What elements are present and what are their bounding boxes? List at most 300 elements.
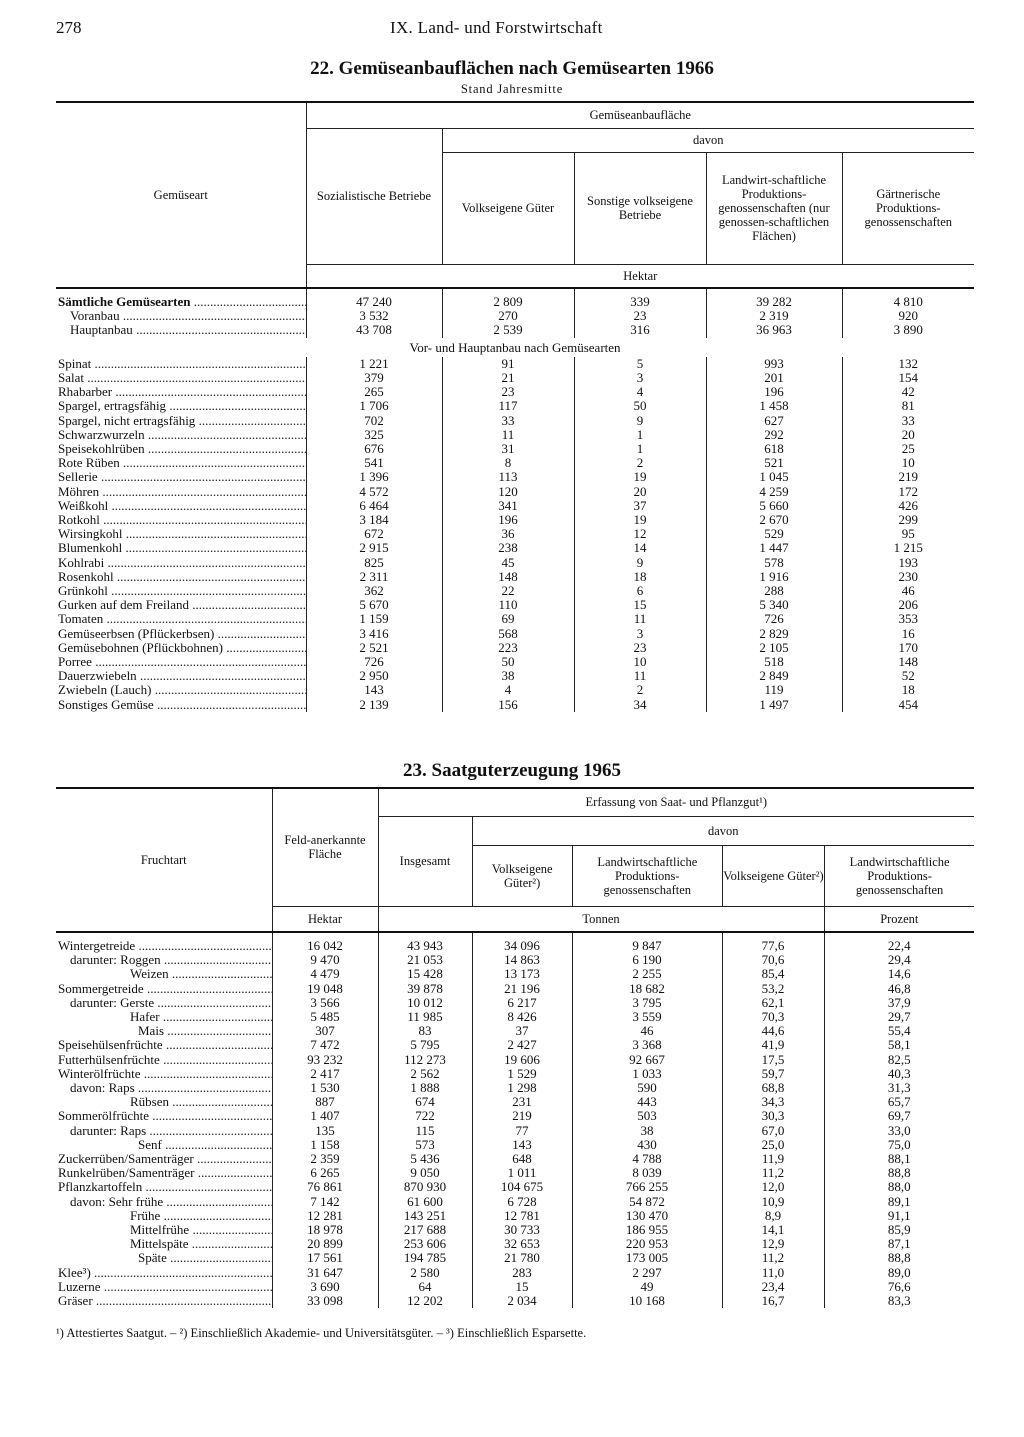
row-value: 2 417	[272, 1067, 378, 1081]
leader-dots	[101, 1280, 272, 1294]
row-value: 31	[442, 442, 574, 456]
row-label-text: Grünkohl	[58, 584, 108, 599]
row-value: 1 045	[706, 470, 842, 484]
row-label	[56, 295, 306, 309]
row-value: 5 660	[706, 499, 842, 513]
table-row	[56, 1280, 974, 1294]
row-value: 49	[572, 1280, 722, 1294]
row-value: 5 795	[378, 1038, 472, 1052]
row-value: 88,0	[824, 1180, 974, 1194]
leader-dots	[189, 1223, 272, 1237]
row-value: 2	[574, 683, 706, 697]
row-value: 65,7	[824, 1095, 974, 1109]
row-value: 11	[574, 669, 706, 683]
row-value: 230	[842, 570, 974, 584]
row-value: 17,5	[722, 1053, 824, 1067]
unit-hektar-23: Hektar	[272, 906, 378, 932]
row-label-text: darunter: Roggen	[70, 953, 161, 968]
row-value: 40,3	[824, 1067, 974, 1081]
table-row	[56, 1152, 974, 1166]
leader-dots	[194, 1152, 272, 1166]
row-label-text: Hauptanbau	[70, 323, 133, 338]
row-label	[56, 1251, 272, 1265]
row-value: 426	[842, 499, 974, 513]
row-value: 15 428	[378, 967, 472, 981]
row-label	[56, 357, 306, 371]
leader-dots	[133, 323, 306, 337]
row-value: 766 255	[572, 1180, 722, 1194]
row-value: 726	[306, 655, 442, 669]
row-value: 231	[472, 1095, 572, 1109]
row-value: 70,3	[722, 1010, 824, 1024]
leader-dots	[195, 414, 306, 428]
leader-dots	[169, 1095, 272, 1109]
row-value: 19 606	[472, 1053, 572, 1067]
leader-dots	[166, 399, 306, 413]
row-label	[56, 1223, 272, 1237]
row-label-text: Senf	[138, 1137, 162, 1152]
row-value: 19	[574, 513, 706, 527]
row-label	[56, 683, 306, 697]
row-value: 33 098	[272, 1294, 378, 1308]
row-value: 1	[574, 428, 706, 442]
row-label	[56, 953, 272, 967]
leader-dots	[93, 1294, 272, 1308]
row-value: 3 184	[306, 513, 442, 527]
row-value: 270	[442, 309, 574, 323]
summary-row	[56, 309, 974, 323]
row-value: 21 053	[378, 953, 472, 967]
row-value: 50	[442, 655, 574, 669]
table-row	[56, 996, 974, 1010]
row-value: 29,4	[824, 953, 974, 967]
row-label	[56, 414, 306, 428]
row-value: 341	[442, 499, 574, 513]
row-value: 32 653	[472, 1237, 572, 1251]
row-value: 676	[306, 442, 442, 456]
row-value: 15	[472, 1280, 572, 1294]
row-label	[56, 612, 306, 626]
row-value: 38	[442, 669, 574, 683]
row-value: 1 033	[572, 1067, 722, 1081]
row-value: 11	[442, 428, 574, 442]
row-value: 568	[442, 627, 574, 641]
row-value: 14,6	[824, 967, 974, 981]
row-label-text: Frühe	[130, 1208, 161, 1223]
row-value: 1 215	[842, 541, 974, 555]
row-label-text: Gurken auf dem Freiland	[58, 598, 190, 613]
row-value: 292	[706, 428, 842, 442]
row-label-text: Möhren	[58, 484, 100, 499]
table-row	[56, 939, 974, 953]
row-value: 33,0	[824, 1124, 974, 1138]
row-value: 379	[306, 371, 442, 385]
row-value: 14,1	[722, 1223, 824, 1237]
row-value: 3 690	[272, 1280, 378, 1294]
row-value: 2 297	[572, 1266, 722, 1280]
leader-dots	[189, 598, 306, 612]
row-value: 59,7	[722, 1067, 824, 1081]
col-volkseigene-header: Volkseigene Güter	[442, 152, 574, 264]
table-row	[56, 1237, 974, 1251]
row-value: 1 158	[272, 1138, 378, 1152]
row-value: 702	[306, 414, 442, 428]
row-label	[56, 323, 306, 337]
row-label	[56, 385, 306, 399]
row-value: 156	[442, 698, 574, 712]
row-label	[56, 939, 272, 953]
row-value: 518	[706, 655, 842, 669]
table-row	[56, 584, 974, 598]
row-value: 91,1	[824, 1209, 974, 1223]
row-label-text: Zwiebeln (Lauch)	[58, 683, 152, 698]
row-label	[56, 527, 306, 541]
row-value: 172	[842, 485, 974, 499]
row-value: 217 688	[378, 1223, 472, 1237]
row-value: 299	[842, 513, 974, 527]
row-value: 52	[842, 669, 974, 683]
row-value: 353	[842, 612, 974, 626]
row-value: 16 042	[272, 939, 378, 953]
row-value: 1 458	[706, 399, 842, 413]
row-value: 34	[574, 698, 706, 712]
row-label-text: Rote Rüben	[58, 456, 120, 471]
row-value: 25,0	[722, 1138, 824, 1152]
row-label	[56, 399, 306, 413]
row-value: 76 861	[272, 1180, 378, 1194]
row-value: 3 890	[842, 323, 974, 337]
row-label-text: Futterhülsenfrüchte	[58, 1052, 160, 1067]
row-value: 196	[706, 385, 842, 399]
row-value: 1 706	[306, 399, 442, 413]
row-label	[56, 371, 306, 385]
row-label-text: Spinat	[58, 356, 92, 371]
col-insgesamt-header: Insgesamt	[378, 816, 472, 906]
table-row	[56, 1038, 974, 1052]
row-value: 18	[574, 570, 706, 584]
row-value: 13 173	[472, 967, 572, 981]
table-row	[56, 556, 974, 570]
row-value: 37	[472, 1024, 572, 1038]
row-value: 33	[442, 414, 574, 428]
row-value: 95	[842, 527, 974, 541]
row-value: 4	[574, 385, 706, 399]
row-value: 283	[472, 1266, 572, 1280]
row-label-text: Mais	[138, 1024, 164, 1039]
table22-title: 22. Gemüseanbauflächen nach Gemüsearten 1966	[310, 58, 714, 79]
row-value: 1 447	[706, 541, 842, 555]
row-value: 11,9	[722, 1152, 824, 1166]
row-label	[56, 1038, 272, 1052]
table-row	[56, 442, 974, 456]
row-value: 521	[706, 456, 842, 470]
table-row	[56, 698, 974, 712]
row-value: 11	[574, 612, 706, 626]
row-value: 6 464	[306, 499, 442, 513]
table-row	[56, 385, 974, 399]
section-label: Vor- und Hauptanbau nach Gemüsearten	[409, 339, 621, 355]
row-value: 34,3	[722, 1095, 824, 1109]
row-value: 54 872	[572, 1195, 722, 1209]
row-value: 25	[842, 442, 974, 456]
row-value: 36	[442, 527, 574, 541]
row-label-text: Schwarzwurzeln	[58, 427, 145, 442]
row-value: 4	[442, 683, 574, 697]
row-value: 541	[306, 456, 442, 470]
row-value: 4 788	[572, 1152, 722, 1166]
row-value: 41,9	[722, 1038, 824, 1052]
col-group-header: Gemüseanbaufläche	[306, 102, 974, 128]
row-value: 12,0	[722, 1180, 824, 1194]
row-label	[56, 470, 306, 484]
row-value: 6 217	[472, 996, 572, 1010]
table-row	[56, 641, 974, 655]
leader-dots	[154, 698, 306, 712]
row-label-text: Rotkohl	[58, 513, 100, 528]
row-label-text: Spargel, ertragsfähig	[58, 399, 167, 414]
row-label	[56, 570, 306, 584]
row-value: 325	[306, 428, 442, 442]
row-value: 113	[442, 470, 574, 484]
row-label	[56, 982, 272, 996]
row-value: 68,8	[722, 1081, 824, 1095]
row-value: 87,1	[824, 1237, 974, 1251]
row-value: 30 733	[472, 1223, 572, 1237]
row-value: 2 809	[442, 295, 574, 309]
col-erfassung-header: Erfassung von Saat- und Pflanzgut¹)	[378, 788, 974, 816]
leader-dots	[103, 612, 306, 626]
row-value: 578	[706, 556, 842, 570]
row-value: 1 888	[378, 1081, 472, 1095]
table-row	[56, 683, 974, 697]
row-value: 316	[574, 323, 706, 337]
row-value: 722	[378, 1109, 472, 1123]
row-label-text: Hafer	[130, 1010, 160, 1025]
leader-dots	[189, 1237, 273, 1251]
row-label-text: Voranbau	[70, 309, 120, 324]
leader-dots	[122, 527, 306, 541]
row-value: 37	[574, 499, 706, 513]
row-label-text: Sonstiges Gemüse	[58, 697, 154, 712]
row-value: 143 251	[378, 1209, 472, 1223]
table-row	[56, 1180, 974, 1194]
row-value: 206	[842, 598, 974, 612]
col-feld-header: Feld-anerkannte Fläche	[272, 788, 378, 906]
row-value: 23	[574, 641, 706, 655]
table-row	[56, 1223, 974, 1237]
leader-dots	[120, 309, 306, 323]
leader-dots	[84, 371, 306, 385]
row-value: 1 159	[306, 612, 442, 626]
row-value: 573	[378, 1138, 472, 1152]
row-value: 39 878	[378, 982, 472, 996]
row-value: 110	[442, 598, 574, 612]
row-value: 77	[472, 1124, 572, 1138]
row-value: 18 978	[272, 1223, 378, 1237]
row-label-text: Gemüseerbsen (Pflückerbsen)	[58, 626, 215, 641]
col-veg-pct-header: Volkseigene Güter²)	[722, 846, 824, 906]
row-value: 10,9	[722, 1195, 824, 1209]
table-row	[56, 428, 974, 442]
row-value: 3 368	[572, 1038, 722, 1052]
table-row	[56, 470, 974, 484]
table22	[56, 101, 974, 712]
row-value: 11 985	[378, 1010, 472, 1024]
page-number: 278	[56, 18, 82, 37]
row-value: 3 532	[306, 309, 442, 323]
row-value: 193	[842, 556, 974, 570]
row-label-text: Salat	[58, 371, 84, 386]
table-row	[56, 527, 974, 541]
row-value: 887	[272, 1095, 378, 1109]
row-value: 196	[442, 513, 574, 527]
leader-dots	[91, 1266, 272, 1280]
row-value: 64	[378, 1280, 472, 1294]
row-label-text: Dauerzwiebeln	[58, 669, 137, 684]
row-value: 288	[706, 584, 842, 598]
row-value: 1 530	[272, 1081, 378, 1095]
row-value: 23	[574, 309, 706, 323]
row-value: 43 943	[378, 939, 472, 953]
row-label-text: Gräser	[58, 1294, 93, 1309]
row-value: 1 529	[472, 1067, 572, 1081]
row-value: 1 298	[472, 1081, 572, 1095]
row-value: 12,9	[722, 1237, 824, 1251]
row-value: 7 472	[272, 1038, 378, 1052]
row-value: 10	[574, 655, 706, 669]
leader-dots	[146, 1124, 272, 1138]
row-value: 55,4	[824, 1024, 974, 1038]
row-value: 21 196	[472, 982, 572, 996]
row-value: 11,0	[722, 1266, 824, 1280]
row-value: 143	[472, 1138, 572, 1152]
row-value: 91	[442, 357, 574, 371]
row-value: 8,9	[722, 1209, 824, 1223]
row-value: 674	[378, 1095, 472, 1109]
row-label	[56, 442, 306, 456]
row-value: 83	[378, 1024, 472, 1038]
row-value: 89,0	[824, 1266, 974, 1280]
row-label	[56, 967, 272, 981]
table22-subtitle: Stand Jahresmitte	[460, 82, 564, 96]
row-value: 18	[842, 683, 974, 697]
row-label	[56, 485, 306, 499]
leader-dots	[154, 996, 272, 1010]
row-value: 9 847	[572, 939, 722, 953]
row-value: 31 647	[272, 1266, 378, 1280]
row-value: 6 728	[472, 1195, 572, 1209]
row-label	[56, 627, 306, 641]
table-row	[56, 598, 974, 612]
table-row	[56, 456, 974, 470]
row-value: 1 407	[272, 1109, 378, 1123]
row-label-text: Späte	[138, 1251, 167, 1266]
leader-dots	[162, 1138, 272, 1152]
row-label	[56, 1053, 272, 1067]
row-value: 220 953	[572, 1237, 722, 1251]
row-value: 17 561	[272, 1251, 378, 1265]
leader-dots	[92, 655, 306, 669]
table-row	[56, 357, 974, 371]
row-value: 46	[842, 584, 974, 598]
row-value: 10 168	[572, 1294, 722, 1308]
table23-title: 23. Saatguterzeugung 1965	[403, 760, 621, 781]
leader-dots	[144, 982, 272, 996]
row-value: 10 012	[378, 996, 472, 1010]
leader-dots	[99, 485, 306, 499]
row-value: 223	[442, 641, 574, 655]
row-value: 46	[572, 1024, 722, 1038]
row-value: 307	[272, 1024, 378, 1038]
row-value: 2 670	[706, 513, 842, 527]
row-value: 12 781	[472, 1209, 572, 1223]
row-value: 34 096	[472, 939, 572, 953]
row-value: 443	[572, 1095, 722, 1109]
col-sonstige-header: Sonstige volkseigene Betriebe	[574, 152, 706, 264]
row-label	[56, 655, 306, 669]
row-value: 2 521	[306, 641, 442, 655]
row-label	[56, 698, 306, 712]
row-value: 10	[842, 456, 974, 470]
leader-dots	[214, 627, 306, 641]
leader-dots	[100, 513, 306, 527]
col-fruchtart-header: Fruchtart	[140, 853, 187, 867]
row-label-text: Blumenkohl	[58, 541, 123, 556]
row-value: 19 048	[272, 982, 378, 996]
row-value: 42	[842, 385, 974, 399]
table-row	[56, 1166, 974, 1180]
row-label	[56, 1109, 272, 1123]
row-value: 47 240	[306, 295, 442, 309]
row-label-text: Mittelfrühe	[130, 1223, 190, 1238]
row-value: 11,2	[722, 1166, 824, 1180]
row-value: 77,6	[722, 939, 824, 953]
leader-dots	[135, 939, 272, 953]
row-value: 12	[574, 527, 706, 541]
row-value: 2 359	[272, 1152, 378, 1166]
leader-dots	[137, 669, 306, 683]
row-label-text: Pflanzkartoffeln	[58, 1180, 143, 1195]
col-davon-header-23: davon	[473, 817, 975, 846]
row-label-text: Sommergetreide	[58, 981, 144, 996]
row-value: 69	[442, 612, 574, 626]
row-label	[56, 1081, 272, 1095]
row-value: 1 011	[472, 1166, 572, 1180]
row-label	[56, 1124, 272, 1138]
row-label	[56, 996, 272, 1010]
row-value: 870 930	[378, 1180, 472, 1194]
table-row	[56, 485, 974, 499]
row-value: 5 436	[378, 1152, 472, 1166]
row-label	[56, 513, 306, 527]
leader-dots	[164, 1024, 272, 1038]
row-value: 16,7	[722, 1294, 824, 1308]
leader-dots	[135, 1081, 272, 1095]
row-value: 454	[842, 698, 974, 712]
row-value: 50	[574, 399, 706, 413]
row-value: 194 785	[378, 1251, 472, 1265]
row-value: 173 005	[572, 1251, 722, 1265]
row-value: 148	[842, 655, 974, 669]
leader-dots	[149, 1109, 272, 1123]
table-row	[56, 1067, 974, 1081]
row-value: 11,2	[722, 1251, 824, 1265]
table-row	[56, 655, 974, 669]
unit-prozent: Prozent	[824, 906, 974, 932]
row-value: 2 539	[442, 323, 574, 337]
table-row	[56, 1195, 974, 1209]
col-davon-header: davon	[442, 128, 974, 152]
